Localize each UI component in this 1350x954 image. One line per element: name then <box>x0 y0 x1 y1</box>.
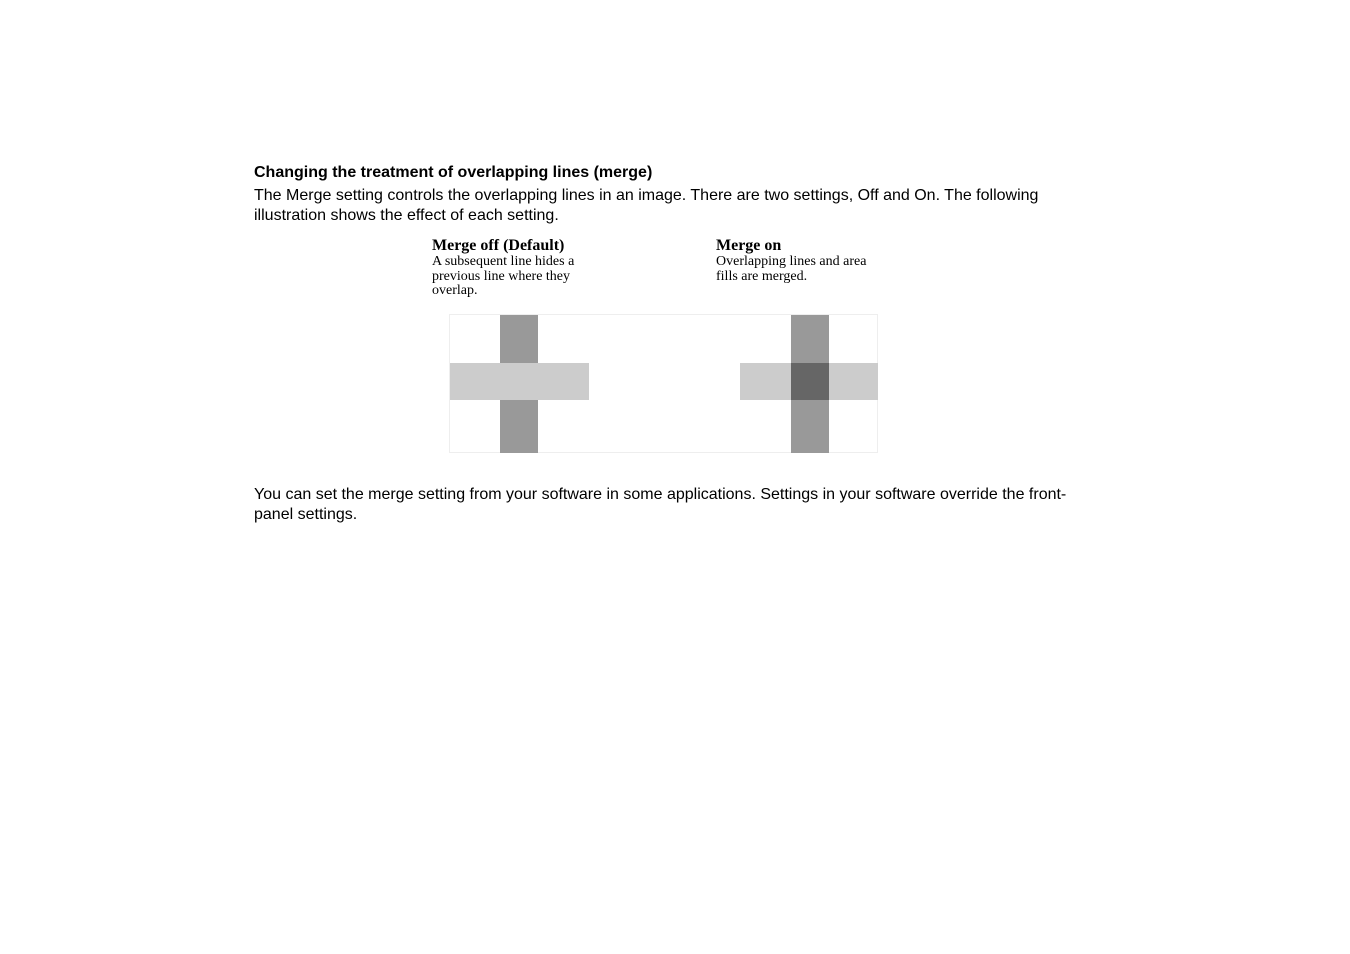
footer-paragraph: You can set the merge setting from your software in some applications. Settings in your software override the front-panel settings. <box>254 486 1067 523</box>
merge-illustration <box>449 314 878 453</box>
merge-off-caption <box>432 238 607 299</box>
merge-on-title: Merge on <box>716 237 782 254</box>
section-heading: Changing the treatment of overlapping lines (merge) <box>254 164 653 181</box>
merge-off-title: Merge off (Default) <box>432 237 565 254</box>
merge-on-overlap <box>791 363 829 400</box>
intro-paragraph: The Merge setting controls the overlapping lines in an image. There are two settings, Off and On. The following illustration shows the effect of each setting. <box>254 187 1039 224</box>
merge-off-horizontal-line <box>450 363 589 400</box>
merge-on-description: Overlapping lines and area fills are merged. <box>716 254 867 284</box>
merge-on-caption <box>716 238 891 284</box>
merge-off-description: A subsequent line hides a previous line where they overlap. <box>432 254 575 298</box>
